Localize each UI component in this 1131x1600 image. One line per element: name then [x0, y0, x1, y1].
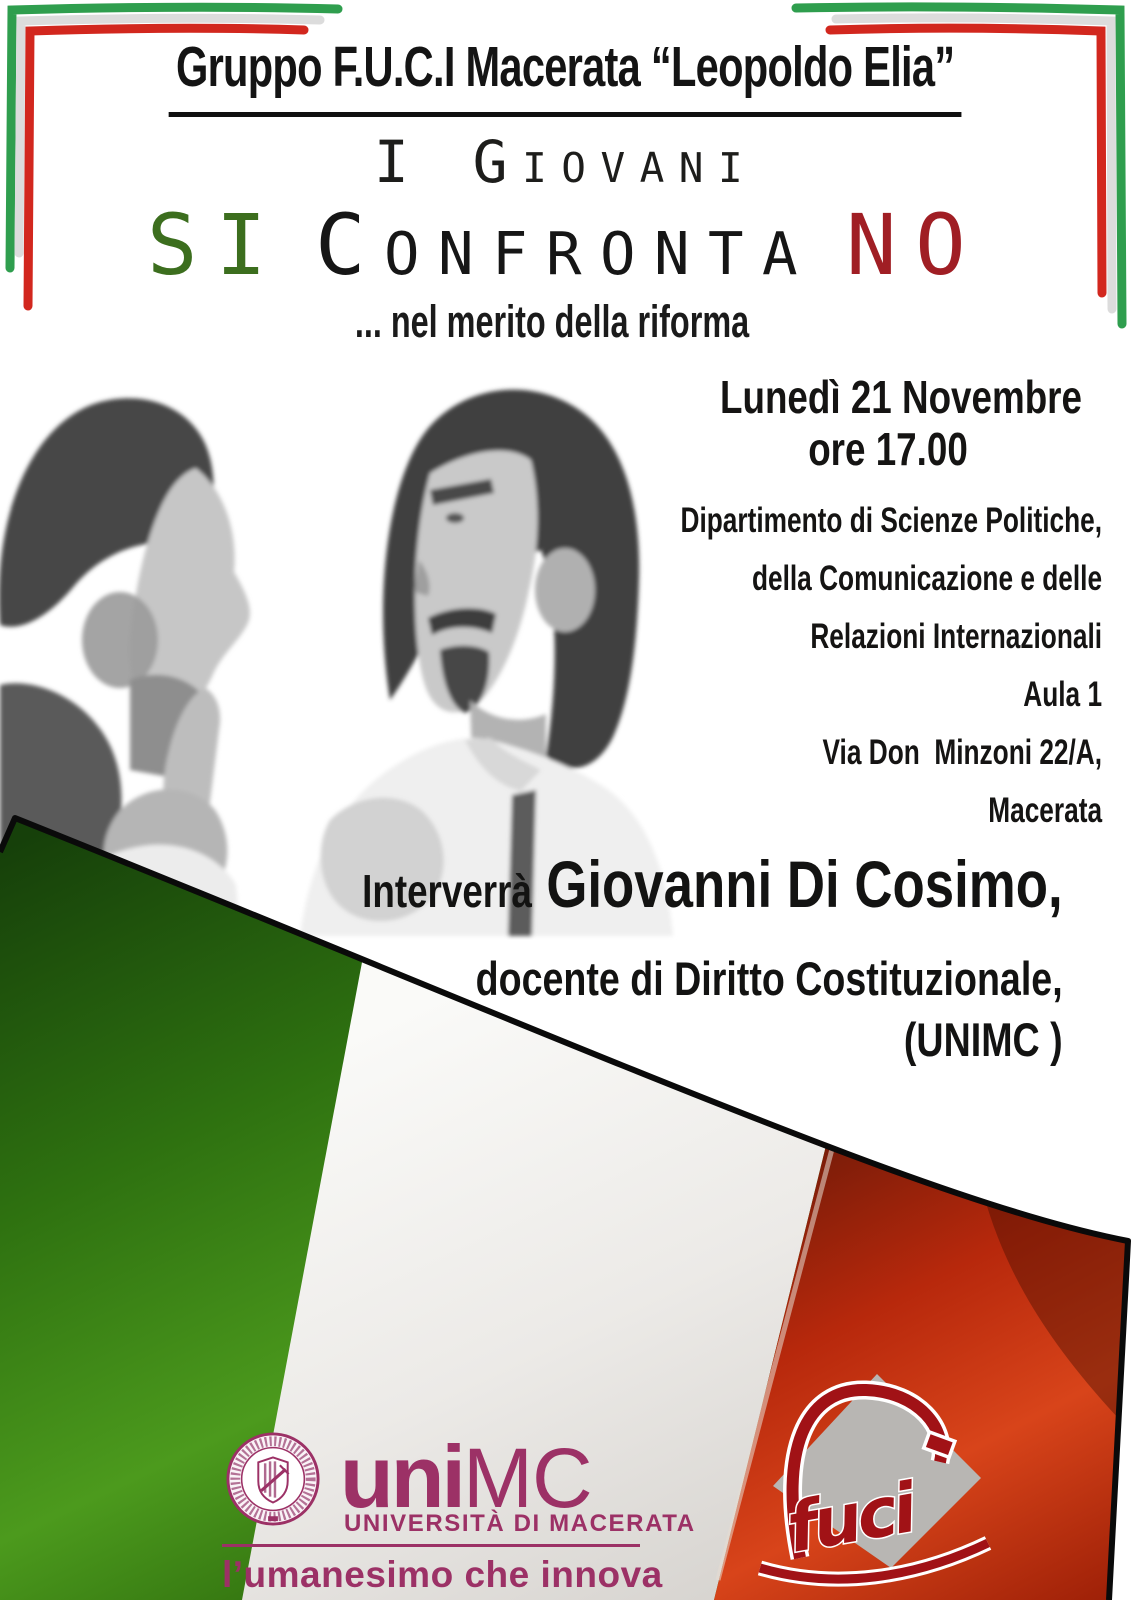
unimc-divider [222, 1544, 640, 1547]
headline-confronta: Confronta [314, 196, 817, 294]
event-venue [680, 492, 1102, 840]
event-time: ore 17.00 [808, 423, 968, 475]
venue-line: Relazioni Internazionali [810, 617, 1102, 656]
poster-title: Gruppo F.U.C.I Macerata “Leopoldo Elia” [169, 34, 962, 117]
headline-no: NO [846, 196, 985, 294]
event-date: Lunedì 21 Novembre [720, 371, 1082, 423]
venue-line: Via Don Minzoni 22/A, [822, 733, 1102, 772]
speaker-role: docente di Diritto Costituzionale, [476, 952, 1064, 1005]
unimc-subtitle: UNIVERSITÀ DI MACERATA [344, 1510, 696, 1537]
unimc-wordmark-uni: uni [340, 1427, 463, 1526]
speaker-intro: Interverrà [362, 865, 533, 917]
unimc-seal-icon [224, 1430, 322, 1528]
speaker-name: Giovanni Di Cosimo, [546, 847, 1063, 921]
unimc-wordmark-mc: MC [462, 1431, 592, 1525]
fuci-logo [730, 1340, 1030, 1600]
headline-si-confronta-no [0, 196, 1131, 294]
venue-line: della Comunicazione e delle [751, 559, 1102, 598]
venue-line: Dipartimento di Scienze Politiche, [680, 501, 1102, 540]
venue-line: Aula 1 [1023, 675, 1102, 714]
event-datetime [720, 370, 1082, 475]
speaker-block [362, 838, 1063, 1071]
fuci-wordmark: fuci [781, 1469, 919, 1569]
unimc-tagline: l’umanesimo che innova [222, 1554, 663, 1595]
headline-subline: ... nel merito della riforma [354, 296, 750, 347]
venue-line: Macerata [988, 791, 1102, 830]
speaker-affiliation: (UNIMC ) [904, 1013, 1063, 1066]
headline-si: SI [146, 196, 285, 294]
headline-i-giovani: I Giovani [373, 128, 758, 196]
unimc-logo [222, 1424, 696, 1600]
